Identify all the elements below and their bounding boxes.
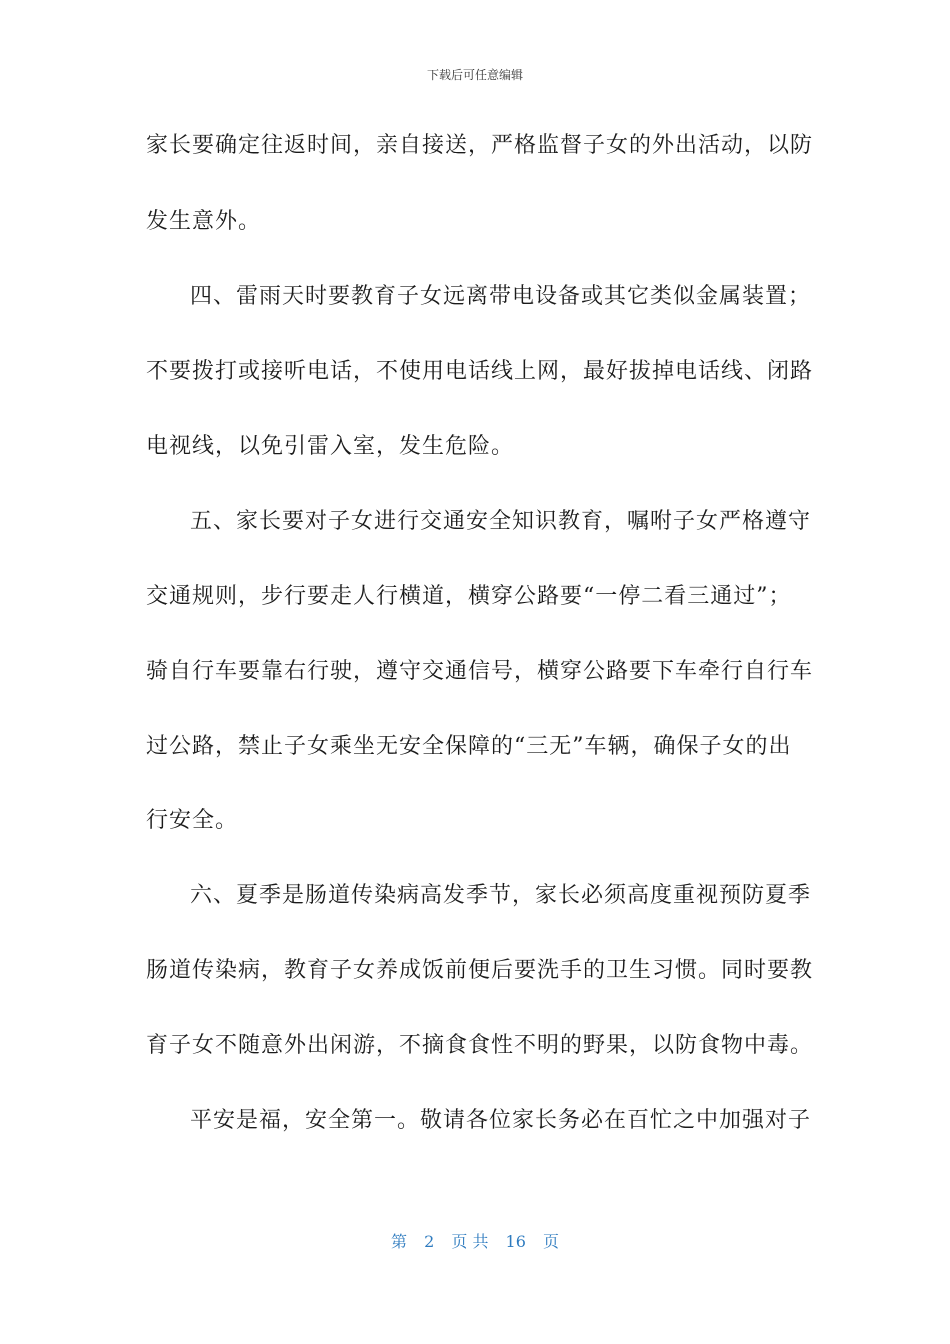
page-footer bbox=[0, 1229, 950, 1252]
total-page-number: 16 bbox=[505, 1232, 526, 1251]
text-line: 肠道传染病，教育子女养成饭前便后要洗手的卫生习惯。同时要教 bbox=[146, 958, 814, 983]
paragraph-start-line: 五、家长要对子女进行交通安全知识教育，嘱咐子女严格遵守 bbox=[190, 509, 812, 534]
text-line: 行安全。 bbox=[146, 808, 239, 833]
footer-di: 第 bbox=[390, 1232, 407, 1251]
paragraph-start-line: 六、夏季是肠道传染病高发季节，家长必须高度重视预防夏季 bbox=[190, 883, 812, 908]
footer-ye: 页 bbox=[543, 1232, 560, 1251]
text-line: 家长要确定往返时间，亲自接送，严格监督子女的外出活动，以防 bbox=[146, 133, 814, 158]
text-line: 不要拨打或接听电话，不使用电话线上网，最好拔掉电话线、闭路 bbox=[146, 359, 814, 384]
text-line: 交通规则，步行要走人行横道，横穿公路要“一停二看三通过”； bbox=[146, 584, 792, 609]
current-page-number: 2 bbox=[424, 1232, 435, 1251]
text-line: 发生意外。 bbox=[146, 209, 262, 234]
paragraph-start-line: 平安是福，安全第一。敬请各位家长务必在百忙之中加强对子 bbox=[190, 1108, 812, 1133]
text-line: 过公路，禁止子女乘坐无安全保障的“三无”车辆，确保子女的出 bbox=[146, 734, 792, 759]
text-line: 育子女不随意外出闲游，不摘食食性不明的野果，以防食物中毒。 bbox=[146, 1033, 814, 1058]
header-note: 下载后可任意编辑 bbox=[426, 68, 523, 82]
text-line: 骑自行车要靠右行驶，遵守交通信号，横穿公路要下车牵行自行车 bbox=[146, 659, 814, 684]
footer-ye-gong: 页 共 bbox=[451, 1232, 489, 1251]
paragraph-start-line: 四、雷雨天时要教育子女远离带电设备或其它类似金属装置； bbox=[190, 284, 812, 309]
text-line: 电视线，以免引雷入室，发生危险。 bbox=[146, 434, 515, 459]
